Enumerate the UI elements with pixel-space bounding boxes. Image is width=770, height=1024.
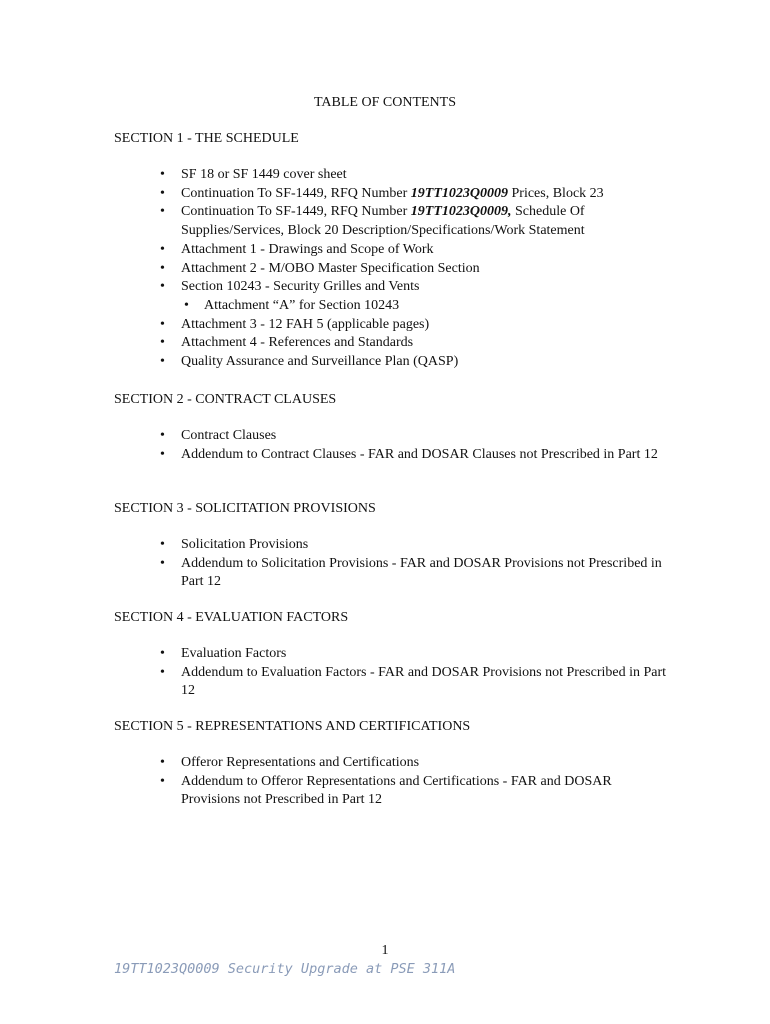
document-footer: 19TT1023Q0009 Security Upgrade at PSE 311A [114, 961, 456, 977]
bullet-icon: • [160, 185, 165, 201]
list-item: • Attachment 3 - 12 FAH 5 (applicable pages) [114, 316, 674, 335]
bullet-icon: • [160, 241, 165, 257]
list-item: • Solicitation Provisions [114, 536, 674, 555]
list-item: • Addendum to Offeror Representations and Certifications - FAR and DOSAR Provisions not Prescribed in Part 12 [160, 773, 612, 808]
section-4 [114, 609, 674, 701]
list-item: • Quality Assurance and Surveillance Plan (QASP) [114, 353, 674, 372]
list-item: • SF 18 or SF 1449 cover sheet [114, 166, 674, 185]
section-2 [114, 391, 674, 464]
list-item: • Addendum to Solicitation Provisions - FAR and DOSAR Provisions not Prescribed in Part 12 [160, 555, 662, 590]
bullet-icon: • [160, 167, 165, 182]
list-item: • Section 10243 - Security Grilles and Vents [114, 278, 674, 297]
section-1-list [114, 166, 674, 372]
section-3 [114, 500, 674, 592]
bullet-icon: • [184, 297, 189, 313]
sub-list-item: • Attachment “A” for Section 10243 [114, 297, 674, 316]
bullet-icon: • [160, 755, 165, 770]
list-item: • Evaluation Factors [114, 645, 674, 664]
list-item: • Attachment 2 - M/OBO Master Specification Section [114, 260, 674, 279]
section-heading: SECTION 5 - REPRESENTATIONS AND CERTIFICATIONS [114, 719, 471, 734]
rfq-number: 19TT1023Q0009 [410, 185, 508, 201]
bullet-icon: • [160, 260, 165, 276]
rfq-number: 19TT1023Q0009, [410, 204, 512, 220]
list-item: • Addendum to Evaluation Factors - FAR and DOSAR Provisions not Prescribed in Part 12 [160, 664, 667, 699]
bullet-icon: • [160, 646, 165, 661]
bullet-icon: • [160, 335, 165, 351]
list-item: • Continuation To SF-1449, RFQ Number 19TT1023Q0009 Prices, Block 23 [114, 185, 674, 204]
section-3-list [114, 536, 674, 592]
bullet-icon: • [160, 537, 165, 552]
page-title: TABLE OF CONTENTS [314, 95, 456, 110]
list-item: • Continuation To SF-1449, RFQ Number 19TT1023Q0009, Schedule Of Supplies/Services, Block 20 Description/Specifications/Work Statement [160, 204, 585, 239]
bullet-icon: • [160, 354, 165, 370]
bullet-icon: • [160, 316, 165, 332]
bullet-icon: • [160, 428, 165, 443]
section-5 [114, 718, 674, 810]
bullet-icon: • [160, 555, 165, 571]
page-number: 1 [381, 943, 389, 958]
list-item: • Attachment 4 - References and Standards [114, 334, 674, 353]
section-heading: SECTION 2 - CONTRACT CLAUSES [114, 392, 337, 407]
section-2-list [114, 427, 674, 464]
bullet-icon: • [160, 204, 165, 220]
bullet-icon: • [160, 773, 165, 789]
section-heading: SECTION 3 - SOLICITATION PROVISIONS [114, 501, 376, 516]
section-1 [114, 130, 674, 372]
list-item: • Addendum to Contract Clauses - FAR and DOSAR Clauses not Prescribed in Part 12 [114, 446, 674, 465]
list-item: • Offeror Representations and Certifications [114, 754, 674, 773]
bullet-icon: • [160, 446, 165, 462]
list-item: • Contract Clauses [114, 427, 674, 446]
bullet-icon: • [160, 664, 165, 680]
list-item: • Attachment 1 - Drawings and Scope of Work [114, 241, 674, 260]
bullet-icon: • [160, 279, 165, 295]
section-4-list [114, 645, 674, 701]
section-heading: SECTION 4 - EVALUATION FACTORS [114, 610, 349, 625]
section-heading: SECTION 1 - THE SCHEDULE [114, 131, 299, 146]
section-5-list [114, 754, 674, 810]
